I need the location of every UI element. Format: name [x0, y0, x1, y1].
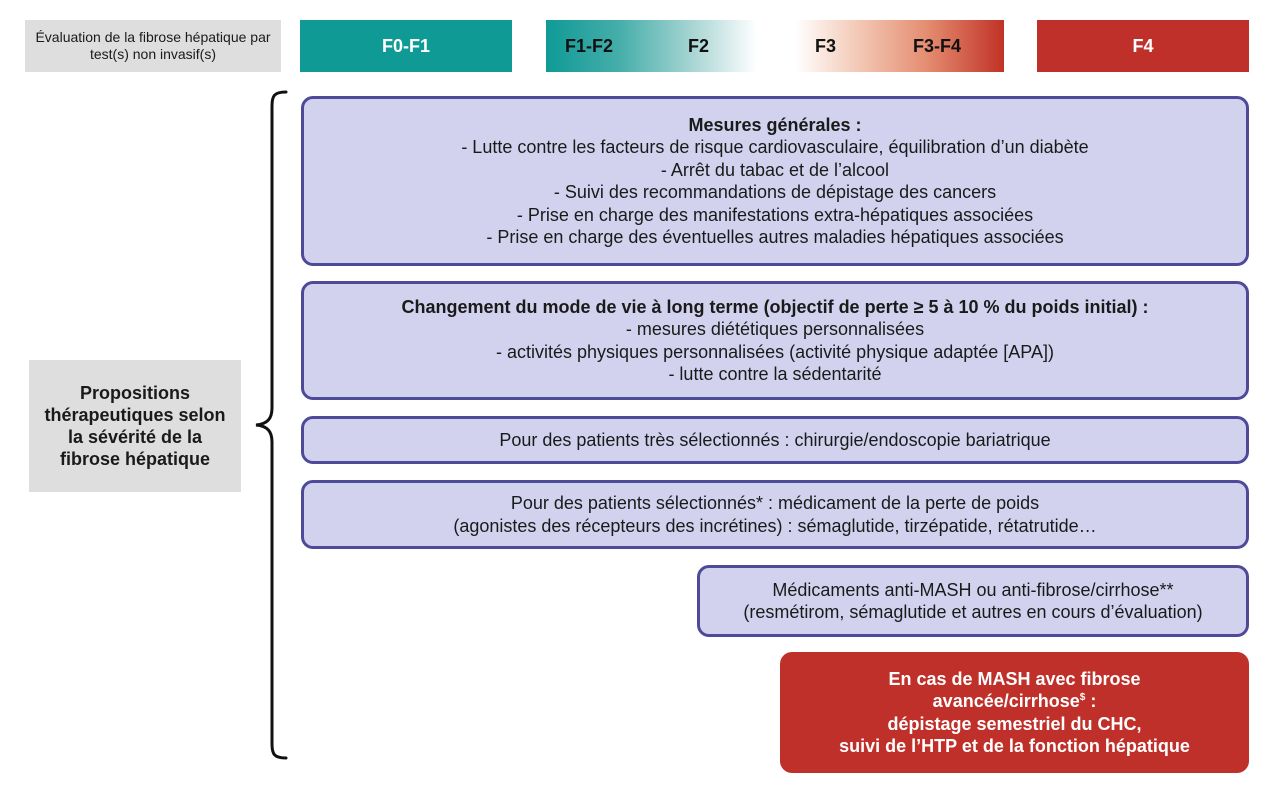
lifestyle-change-title: Changement du mode de vie à long terme (objectif de perte ≥ 5 à 10 % du poids initial) : — [401, 296, 1149, 317]
stage-f0-f1-label: F0-F1 — [381, 35, 430, 56]
dollar-footnote-mark: $ — [1079, 692, 1086, 703]
stage-f3-f4-gradient — [795, 20, 1004, 72]
advanced-fibrosis-box — [780, 652, 1249, 773]
anti-mash-line: (resmétirom, sémaglutide et autres en cours d’évaluation) — [743, 602, 1203, 622]
advanced-fibrosis-line — [933, 690, 1097, 713]
stage-f1-f2-gradient — [546, 20, 757, 72]
weight-loss-line: Pour des patients sélectionnés* : médicament de la perte de poids — [510, 493, 1040, 513]
lifestyle-change-box — [301, 281, 1249, 400]
cirrhosis-word: avancée/cirrhose — [932, 691, 1080, 711]
stage-f0-f1 — [300, 20, 512, 72]
general-measures-box — [301, 96, 1249, 266]
bariatric-text: Pour des patients très sélectionnés : chirurgie/endoscopie bariatrique — [499, 429, 1051, 450]
stage-f3-f4-label: F3-F4 — [913, 35, 962, 56]
anti-mash-medication-box — [697, 565, 1249, 637]
general-measure-item: - Prise en charge des éventuelles autres maladies hépatiques associées — [486, 227, 1064, 247]
curly-brace-icon — [250, 90, 290, 760]
general-measure-item: - Lutte contre les facteurs de risque cardiovasculaire, équilibration d’un diabète — [461, 137, 1089, 157]
stage-f3-label: F3 — [815, 35, 837, 56]
general-measures-title: Mesures générales : — [688, 114, 862, 135]
weight-loss-line: (agonistes des récepteurs des incrétines) : sémaglutide, tirzépatide, rétatrutide… — [453, 515, 1097, 536]
general-measure-item: - Suivi des recommandations de dépistage des cancers — [553, 182, 997, 202]
stage-f1-f2-label: F1-F2 — [565, 35, 614, 56]
anti-mash-line: Médicaments anti-MASH ou anti-fibrose/cirrhose** — [772, 579, 1174, 600]
lifestyle-item: - activités physiques personnalisées (activité physique adaptée [APA]) — [496, 341, 1054, 362]
therapeutic-proposals-text: Propositions thérapeutiques selon la sévérité de la fibrose hépatique — [44, 383, 226, 469]
advanced-fibrosis-line: suivi de l’HTP et de la fonction hépatique — [839, 736, 1190, 756]
stage-f4-label: F4 — [1132, 35, 1154, 56]
stage-f4 — [1037, 20, 1249, 72]
therapeutic-proposals-label — [29, 360, 241, 492]
bariatric-box — [301, 416, 1249, 464]
weight-loss-medication-box — [301, 480, 1249, 549]
fibrosis-evaluation-text: Évaluation de la fibrose hépatique par test(s) non invasif(s) — [35, 29, 271, 62]
advanced-fibrosis-line: En cas de MASH avec fibrose — [888, 668, 1141, 689]
colon-mark: : — [1085, 691, 1097, 711]
stage-f2-label: F2 — [688, 35, 710, 56]
advanced-fibrosis-line: dépistage semestriel du CHC, — [887, 713, 1142, 734]
lifestyle-item: - mesures diététiques personnalisées — [625, 319, 925, 339]
general-measure-item: - Arrêt du tabac et de l’alcool — [660, 159, 890, 180]
general-measure-item: - Prise en charge des manifestations extra-hépatiques associées — [516, 204, 1034, 225]
fibrosis-evaluation-label — [25, 20, 281, 72]
lifestyle-item: - lutte contre la sédentarité — [668, 364, 882, 384]
